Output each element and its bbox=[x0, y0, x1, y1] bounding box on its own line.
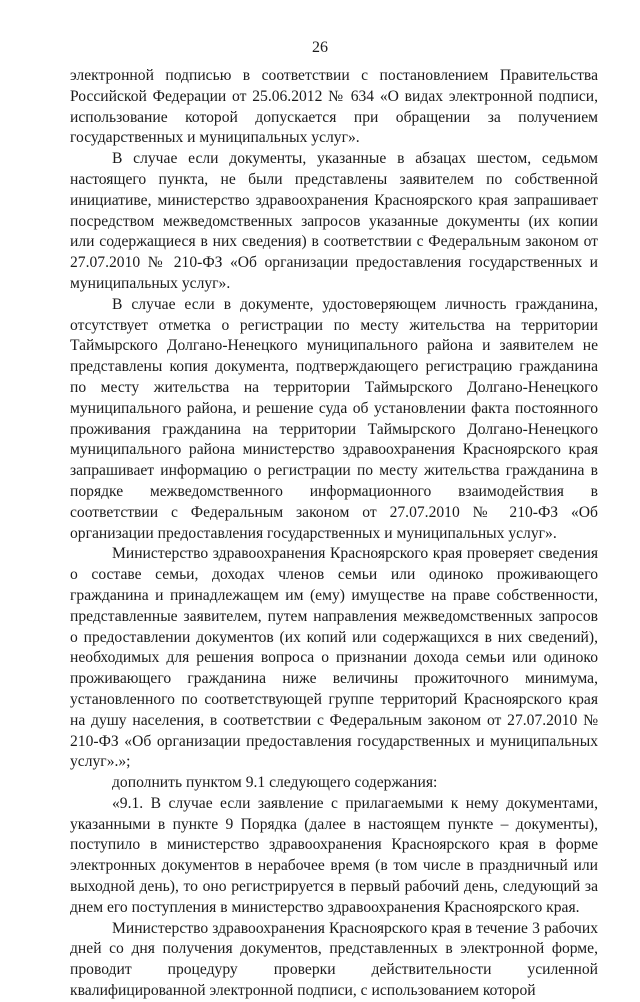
paragraph-3: В случае если в документе, удостоверяющем личность гражданина, отсутствует отметка о регистрации по месту жительства на территории Таймырского Долгано-Ненецкого муниципального района и заявителем не представлены копия документа, подтверждающего регистрацию гражданина по месту жительства на территории Таймырского Долгано-Ненецкого муниципального района, и решение суда об установлении факта постоянного проживания гражданина на территории Таймырского Долгано-Ненецкого муниципального района министерство здравоохранения Красноярского края запрашивает информацию о регистрации по месту жительства гражданина в порядке межведомственного информационного взаимодействия в соответствии с Федеральным законом от 27.07.2010 № 210-ФЗ «Об организации предоставления государственных и муниципальных услуг». bbox=[70, 295, 598, 542]
paragraph-2: В случае если документы, указанные в абзацах шестом, седьмом настоящего пункта, не были представлены заявителем по собственной инициативе, министерство здравоохранения Красноярского края запрашивает посредством межведомственных запросов указанные документы (их копии или содержащиеся в них сведения) в соответствии с Федеральным законом от 27.07.2010 № 210-ФЗ «Об организации предоставления государственных и муниципальных услуг». bbox=[70, 150, 598, 292]
document-body bbox=[70, 66, 598, 1002]
paragraph-1: электронной подписью в соответствии с постановлением Правительства Российской Федерации от 25.06.2012 № 634 «О видах электронной подписи, использование которой допускается при обращении за получением государственных и муниципальных услуг». bbox=[70, 67, 598, 147]
paragraph-5: дополнить пунктом 9.1 следующего содержания: bbox=[112, 774, 438, 792]
paragraph-6: «9.1. В случае если заявление с прилагаемыми к нему документами, указанными в пункте 9 Порядка (далее в настоящем пункте – документы), поступило в министерство здравоохранения Красноярского края в форме электронных документов в нерабочее время (в том числе в праздничный или выходной день), то оно регистрируется в первый рабочий день, следующий за днем его поступления в министерство здравоохранения Красноярского края. bbox=[70, 794, 598, 916]
page-number: 26 bbox=[312, 39, 328, 56]
paragraph-4: Министерство здравоохранения Красноярского края проверяет сведения о составе семьи, доходах членов семьи или одиноко проживающего гражданина и принадлежащем им (ему) имуществе на праве собственности, представленные заявителем, путем направления межведомственных запросов о предоставлении документов (их копий или содержащихся в них сведений), необходимых для решения вопроса о признании дохода семьи или одиноко проживающего гражданина ниже величины прожиточного минимума, установленного по соответствующей группе территорий Красноярского края на душу населения, в соответствии с Федеральным законом от 27.07.2010 № 210-ФЗ «Об организации предоставления государственных и муниципальных услуг».»; bbox=[70, 545, 598, 771]
paragraph-7: Министерство здравоохранения Красноярского края в течение 3 рабочих дней со дня получения документов, представленных в электронной форме, проводит процедуру проверки действительности усиленной квалифицированной электронной подписи, с использованием которой bbox=[70, 919, 598, 1000]
